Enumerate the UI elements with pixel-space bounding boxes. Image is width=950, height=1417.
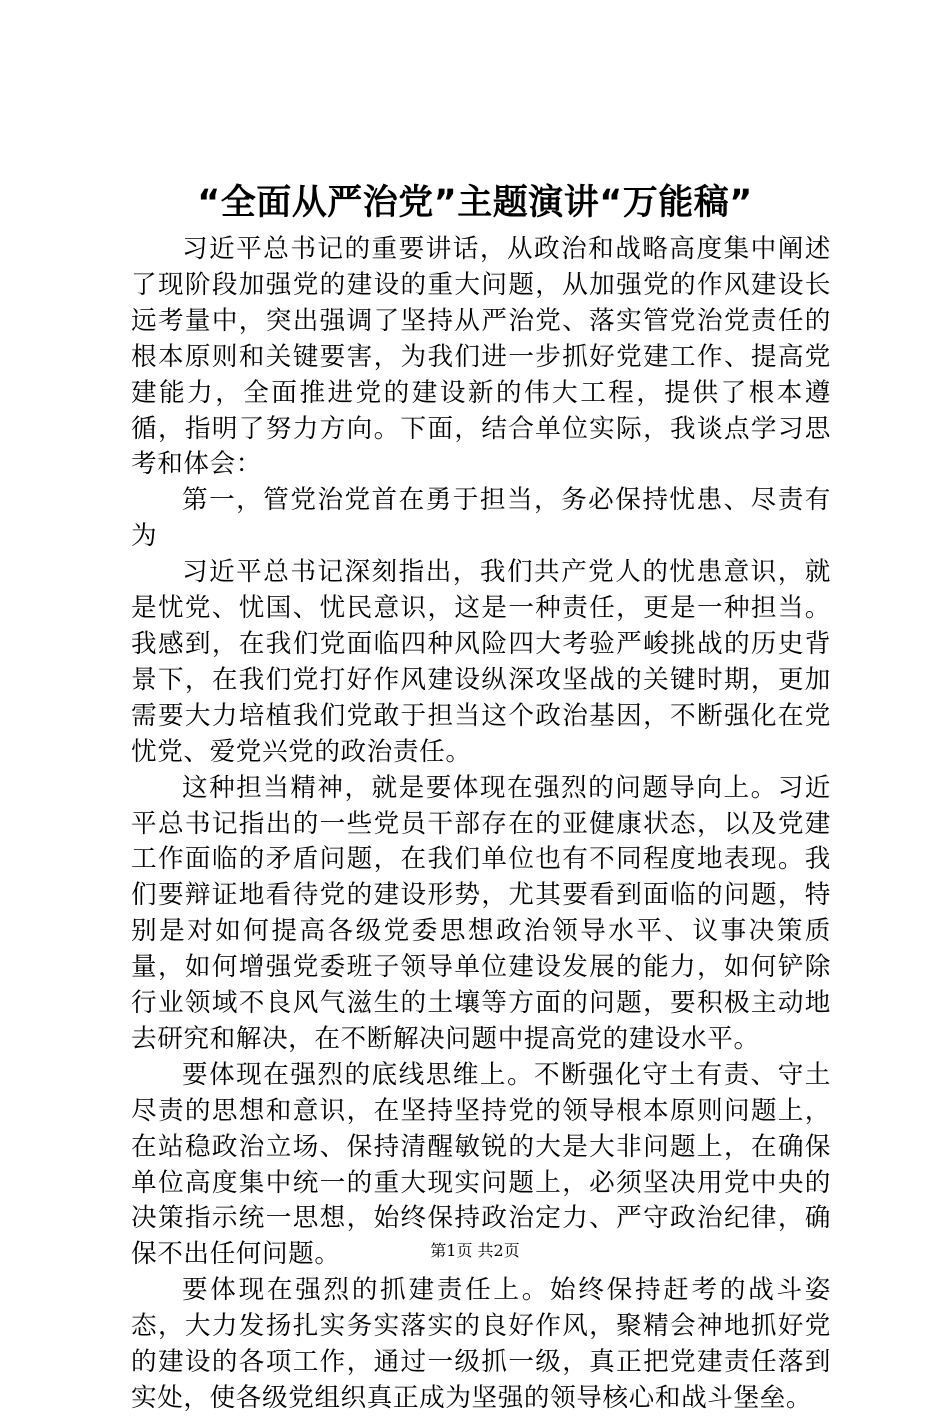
page-number-footer: 第1页 共2页 <box>430 1241 520 1260</box>
document-body <box>131 232 831 1417</box>
paragraph: 要体现在强烈的抓建责任上。始终保持赶考的战斗姿态，大力发扬扎实务实落实的良好作风，聚精会神地抓好党的建设的各项工作，通过一级抓一级，真正把党建责任落到实处，使各级党组织真正成为坚强的领导核心和战斗堡垒。 <box>131 1275 831 1413</box>
paragraph: 习近平总书记深刻指出，我们共产党人的忧患意识，就是忧党、忧国、忧民意识，这是一种责任，更是一种担当。我感到，在我们党面临四种风险四大考验严峻挑战的历史背景下，在我们党打好作风建设纵深攻坚战的关键时期，更加需要大力培植我们党敢于担当这个政治基因，不断强化在党忧党、爱党兴党的政治责任。 <box>131 557 831 767</box>
section-heading-1: 第一，管党治党首在勇于担当，务必保持忧患、尽责有为 <box>131 485 831 552</box>
paragraph: 要体现在强烈的底线思维上。不断强化守土有责、守土尽责的思想和意识，在坚持坚持党的领导根本原则问题上，在站稳政治立场、保持清醒敏锐的大是大非问题上，在确保单位高度集中统一的重大现实问题上，必须坚决用党中央的决策指示统一思想，始终保持政治定力、严守政治纪律，确保不出任何问题。 <box>131 1059 831 1270</box>
paragraph: 这种担当精神，就是要体现在强烈的问题导向上。习近平总书记指出的一些党员干部存在的亚健康状态，以及党建工作面临的矛盾问题，在我们单位也有不同程度地表现。我们要辩证地看待党的建设形势，尤其要看到面临的问题，特别是对如何提高各级党委思想政治领导水平、议事决策质量，如何增强党委班子领导单位建设发展的能力，如何铲除行业领域不良风气滋生的土壤等方面的问题，要积极主动地去研究和解决，在不断解决问题中提高党的建设水平。 <box>131 772 831 1054</box>
document-title: “全面从严治党”主题演讲“万能稿” <box>197 183 753 223</box>
paragraph-intro: 习近平总书记的重要讲话，从政治和战略高度集中阐述了现阶段加强党的建设的重大问题，从加强党的作风建设长远考量中，突出强调了坚持从严治党、落实管党治党责任的根本原则和关键要害，为我们进一步抓好党建工作、提高党建能力，全面推进党的建设新的伟大工程，提供了根本遵循，指明了努力方向。下面，结合单位实际，我谈点学习思考和体会： <box>131 234 831 480</box>
